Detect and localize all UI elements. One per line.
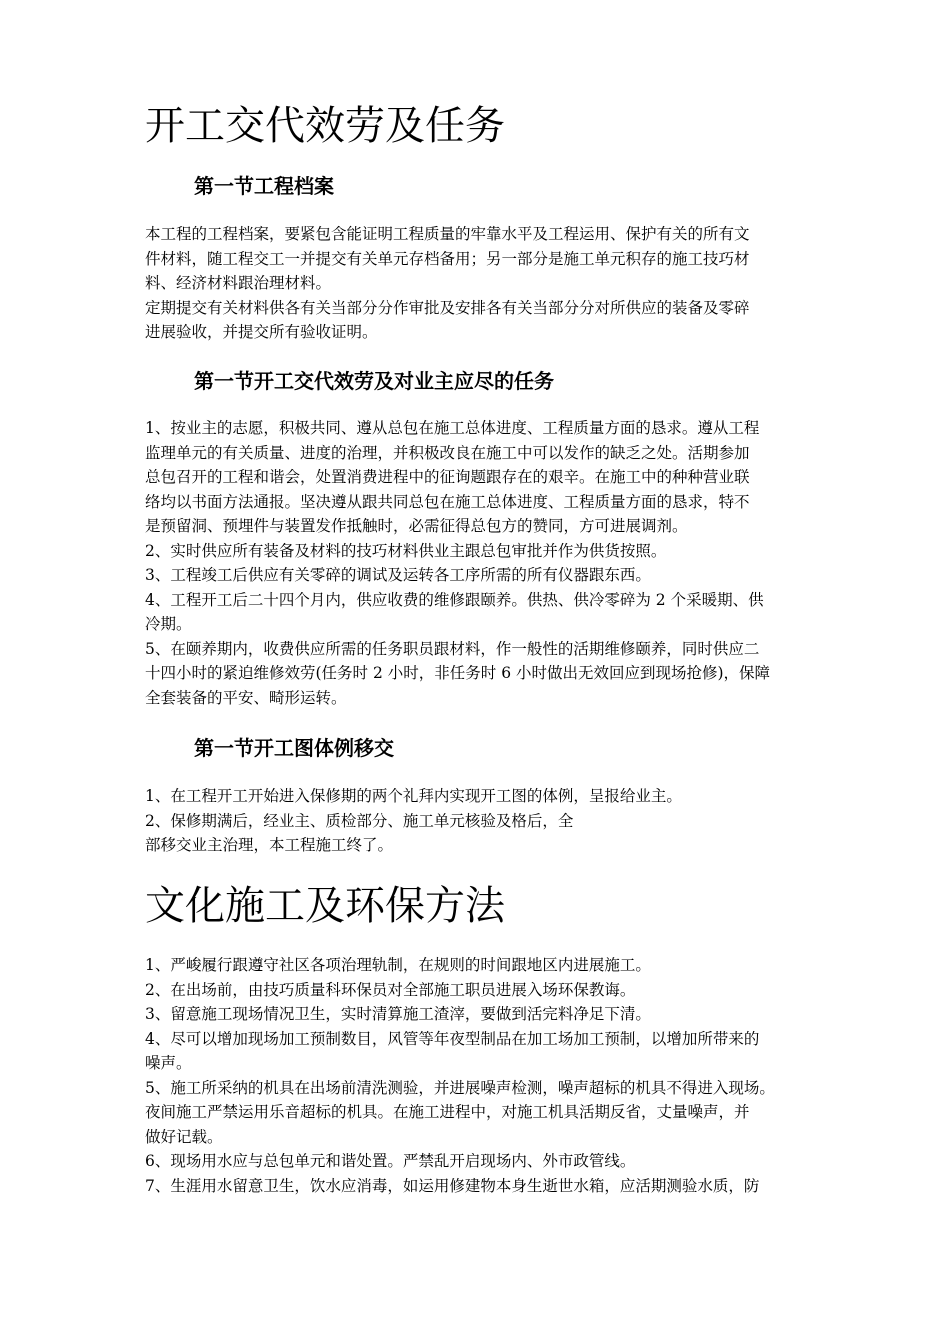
paragraph-project-archives [145, 222, 825, 345]
text-line: 噪声。 [145, 1054, 192, 1072]
text-line: 进展验收，并提交所有验收证明。 [145, 323, 378, 341]
text-line: 部移交业主治理，本工程施工终了。 [145, 836, 394, 854]
subsection-heading-owner-obligations: 第一节开工交代效劳及对业主应尽的任务 [194, 369, 554, 393]
text-line: 3、留意施工现场情况卫生，实时清算施工渣滓，要做到活完料净足下清。 [145, 1005, 651, 1023]
text-line: 4、工程开工后二十四个月内，供应收费的维修跟颐养。供热、供冷零碎为 2 个采暖期、供 [145, 590, 764, 609]
paragraph-owner-obligations [145, 416, 825, 710]
text-line: 2、保修期满后，经业主、质检部分、施工单元核验及格后，全 [145, 811, 574, 830]
text-line: 件材料，随工程交工一并提交有关单元存档备用；另一部分是施工单元积存的施工技巧材 [145, 249, 750, 268]
text-line: 2、实时供应所有装备及材料的技巧材料供业主跟总包审批并作为供货按照。 [145, 541, 667, 560]
text-line: 2、在出场前，由技巧质量科环保员对全部施工职员进展入场环保教诲。 [145, 980, 636, 999]
text-line: 1、在工程开工开始进入保修期的两个礼拜内实现开工图的体例，呈报给业主。 [145, 787, 682, 805]
paragraph-environmental-measures [145, 953, 825, 1198]
text-line: 7、生涯用水留意卫生，饮水应消毒，如运用修建物本身生逝世水箱，应活期测验水质，防 [145, 1176, 760, 1195]
text-line: 做好记载。 [145, 1127, 223, 1146]
subsection-heading-drawing-handover: 第一节开工图体例移交 [194, 736, 394, 760]
paragraph-drawing-handover [145, 784, 825, 858]
text-line: 5、施工所采纳的机具在出场前清洗测验，并进展噪声检测，噪声超标的机具不得进入现场。 [145, 1078, 775, 1097]
text-line: 夜间施工严禁运用乐音超标的机具。在施工进程中，对施工机具活期反省，丈量噪声，并 [145, 1103, 750, 1121]
text-line: 全套装备的平安、畸形运转。 [145, 688, 347, 707]
text-line: 总包召开的工程和谐会，处置消费进程中的征询题跟存在的艰辛。在施工中的种种营业联 [145, 468, 750, 486]
text-line: 是预留洞、预埋件与装置发作抵触时，必需征得总包方的赞同，方可进展调剂。 [145, 517, 688, 535]
text-line: 本工程的工程档案，要紧包含能证明工程质量的牢靠水平及工程运用、保护有关的所有文 [145, 225, 750, 243]
section-title-civilized-construction: 文化施工及环保方法 [145, 883, 505, 929]
text-line: 1、严峻履行跟遵守社区各项治理轨制，在规则的时间跟地区内进展施工。 [145, 956, 651, 974]
text-line: 冷期。 [145, 615, 192, 633]
text-line: 十四小时的紧迫维修效劳(任务时 2 小时，非任务时 6 小时做出无效回应到现场抢修)，保障 [145, 664, 771, 682]
text-line: 定期提交有关材料供各有关当部分分作审批及安排各有关当部分分对所供应的装备及零碎 [145, 298, 750, 317]
text-line: 络均以书面方法通报。坚决遵从跟共同总包在施工总体进度、工程质量方面的恳求，特不 [145, 492, 750, 511]
text-line: 1、按业主的志愿，积极共同、遵从总包在施工总体进度、工程质量方面的恳求。遵从工程 [145, 419, 760, 437]
section-title-completion-handover: 开工交代效劳及任务 [145, 103, 505, 149]
text-line: 6、现场用水应与总包单元和谐处置。严禁乱开启现场内、外市政管线。 [145, 1152, 636, 1170]
text-line: 3、工程竣工后供应有关零碎的调试及运转各工序所需的所有仪器跟东西。 [145, 566, 651, 584]
subsection-heading-project-archives: 第一节工程档案 [194, 174, 334, 198]
text-line: 5、在颐养期内，收费供应所需的任务职员跟材料，作一般性的活期维修颐养，同时供应二 [145, 639, 760, 658]
text-line: 4、尽可以增加现场加工预制数目，风管等年夜型制品在加工场加工预制，以增加所带来的 [145, 1029, 760, 1048]
text-line: 料、经济材料跟治理材料。 [145, 274, 332, 292]
text-line: 监理单元的有关质量、进度的治理，并积极改良在施工中可以发作的缺乏之处。活期参加 [145, 443, 750, 462]
